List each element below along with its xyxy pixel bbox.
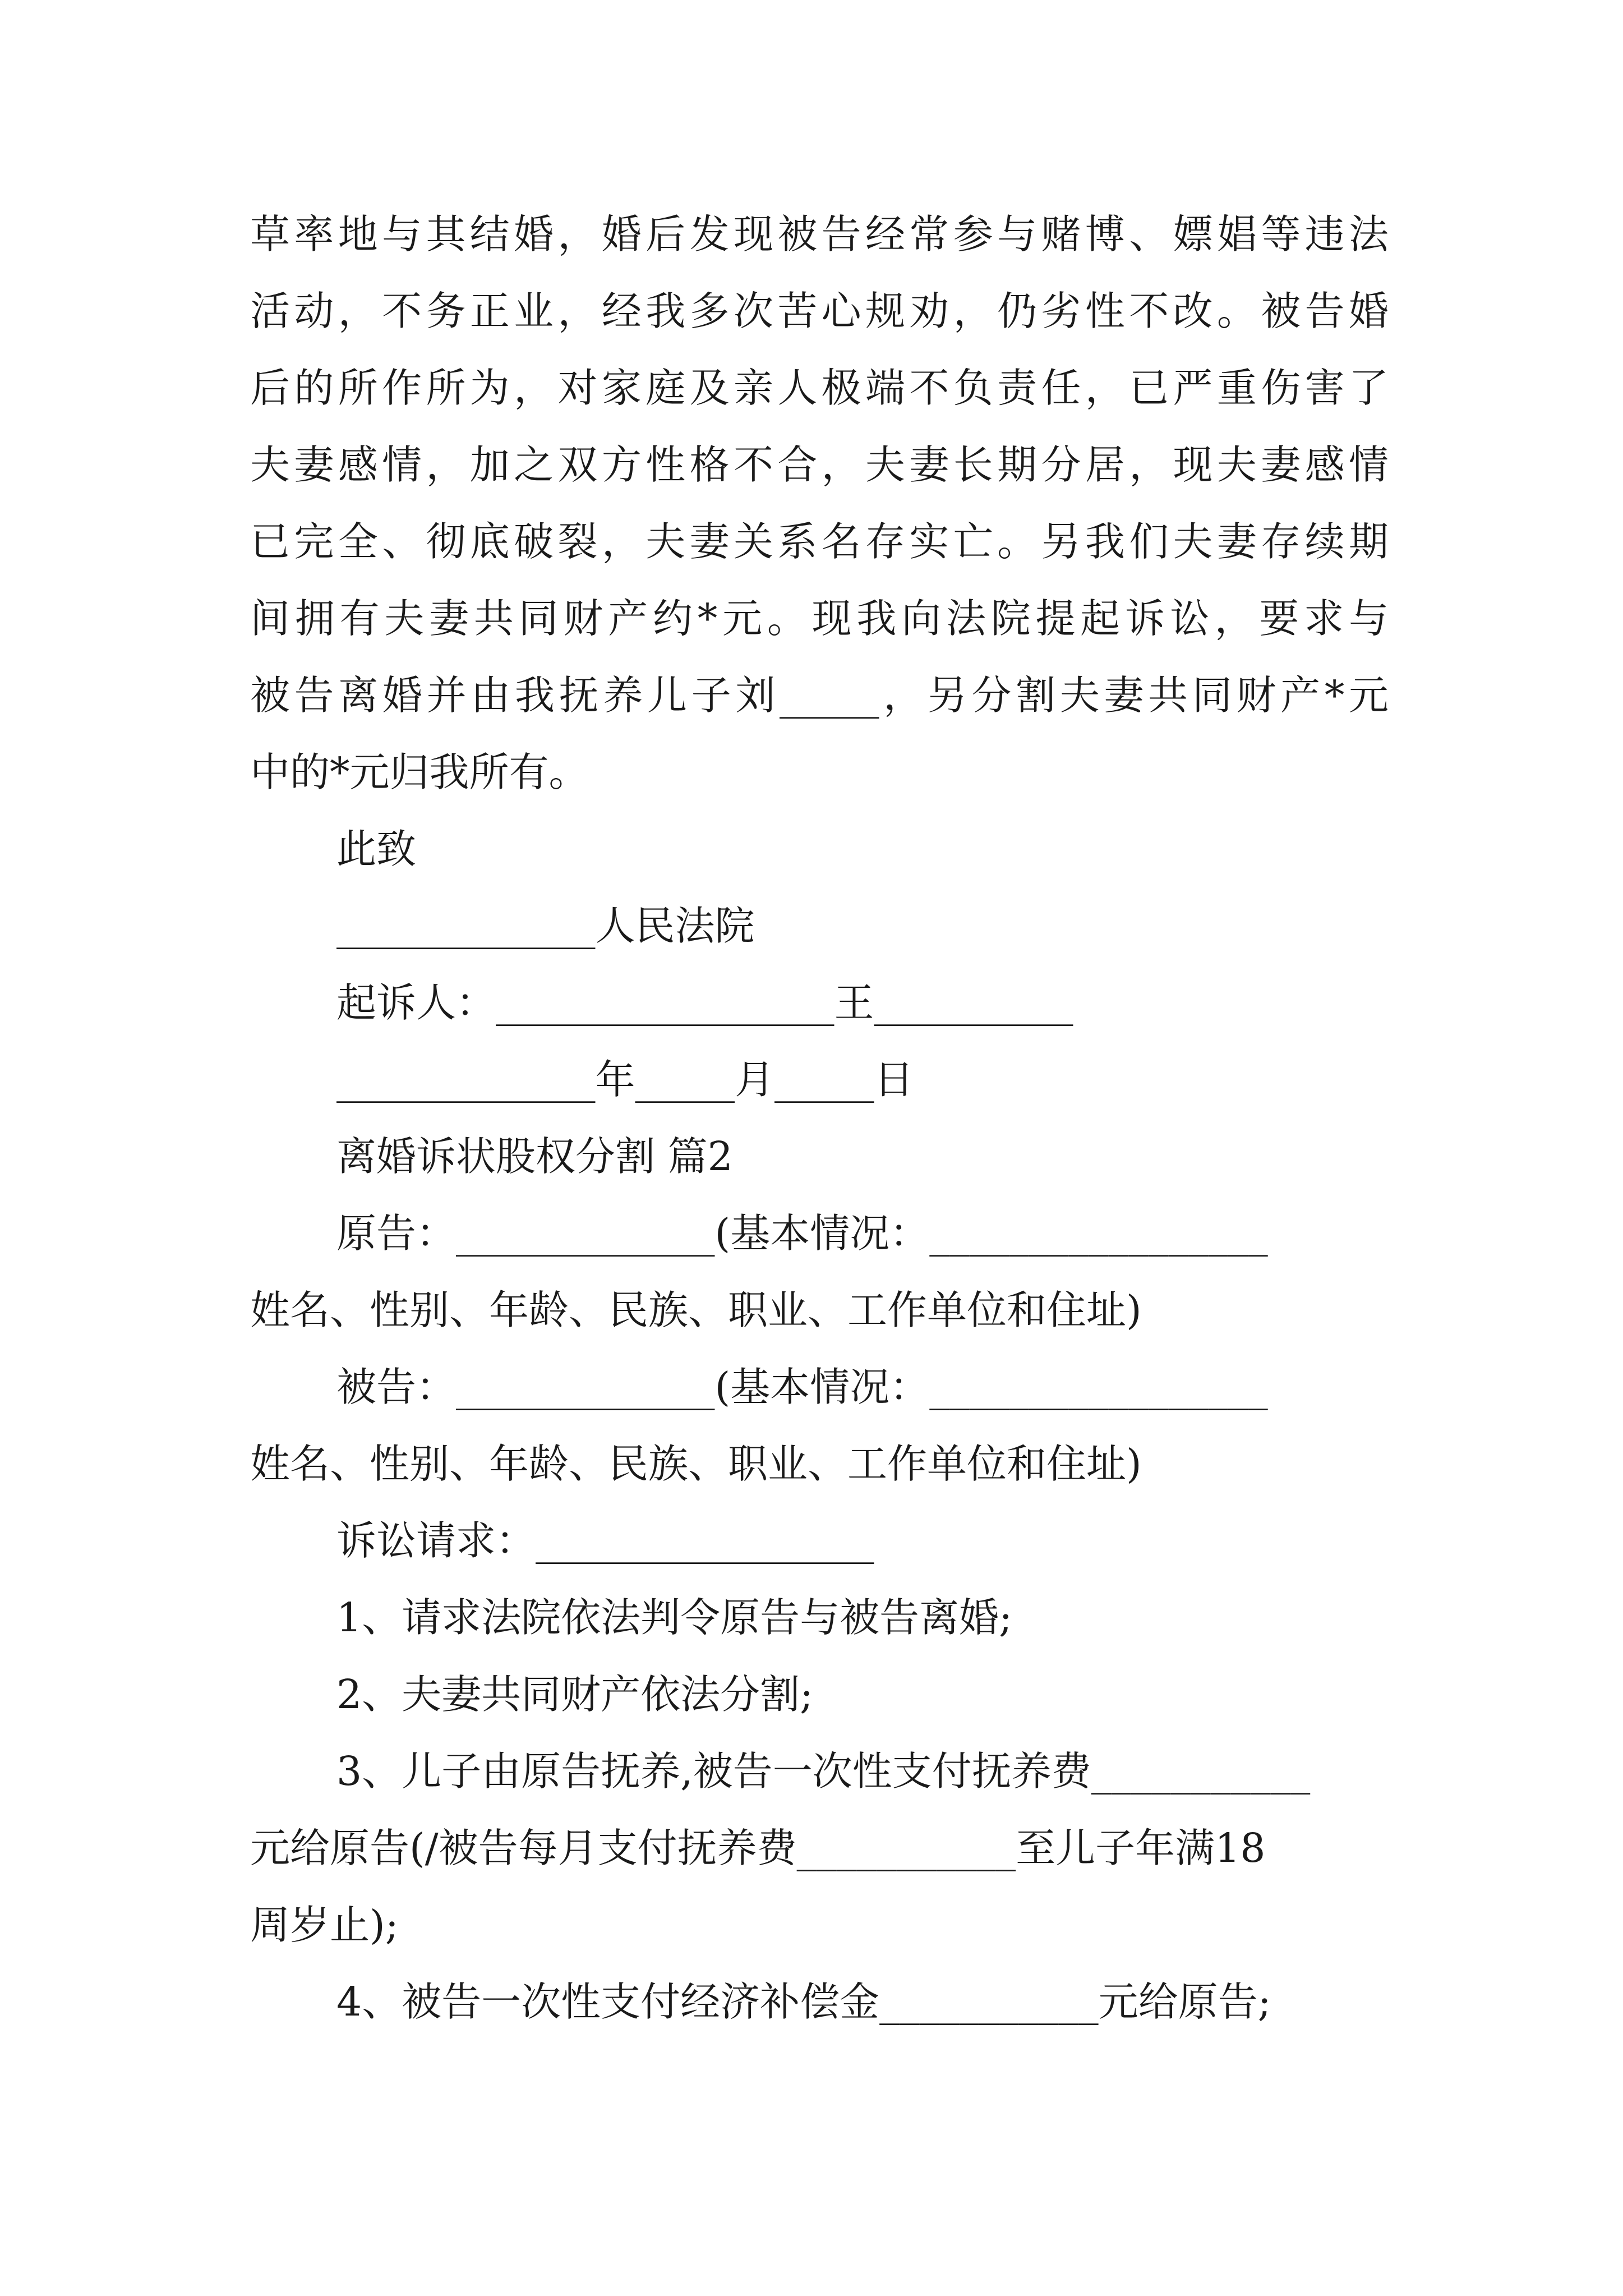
plaintiff-signature-line: 起诉人：_________________王__________ [336, 979, 1073, 1026]
date-line: _____________年_____月_____日 [336, 1056, 914, 1103]
defendant-line: 被告：_____________(基本情况：_________________ [336, 1364, 1268, 1410]
salutation: 此致 [336, 826, 417, 872]
paragraph-line-3: 后的所作所为，对家庭及亲人极端不负责任，已严重伤害了 [250, 365, 1389, 411]
plaintiff-details-line: 姓名、性别、年龄、民族、职业、工作单位和住址) [250, 1287, 1142, 1333]
claim-3-line-3: 周岁止); [250, 1902, 399, 1948]
paragraph-line-4: 夫妻感情，加之双方性格不合，夫妻长期分居，现夫妻感情 [250, 441, 1389, 488]
paragraph-line-5: 已完全、彻底破裂，夫妻关系名存实亡。另我们夫妻存续期 [250, 518, 1389, 565]
court-line: _____________人民法院 [336, 903, 755, 949]
paragraph-line-2: 活动，不务正业，经我多次苦心规劝，仍劣性不改。被告婚 [250, 288, 1389, 334]
paragraph-line-8: 中的*元归我所有。 [250, 749, 589, 795]
paragraph-line-7: 被告离婚并由我抚养儿子刘_____，另分割夫妻共同财产*元 [250, 672, 1389, 719]
claim-3-line-2: 元给原告(/被告每月支付抚养费___________至儿子年满18 [250, 1825, 1266, 1871]
claims-heading: 诉讼请求：_________________ [336, 1517, 874, 1564]
claim-1: 1、请求法院依法判令原告与被告离婚; [336, 1594, 1013, 1641]
paragraph-line-1: 草率地与其结婚，婚后发现被告经常参与赌博、嫖娼等违法 [250, 211, 1389, 257]
claim-2: 2、夫妻共同财产依法分割; [336, 1671, 814, 1718]
claim-4: 4、被告一次性支付经济补偿金___________元给原告; [336, 1978, 1271, 2025]
claim-3-line-1: 3、儿子由原告抚养,被告一次性支付抚养费___________ [336, 1748, 1311, 1795]
plaintiff-line: 原告：_____________(基本情况：_________________ [336, 1210, 1268, 1257]
section-heading: 离婚诉状股权分割 篇2 [336, 1133, 733, 1180]
defendant-details-line: 姓名、性别、年龄、民族、职业、工作单位和住址) [250, 1441, 1142, 1487]
paragraph-line-6: 间拥有夫妻共同财产约*元。现我向法院提起诉讼，要求与 [250, 595, 1389, 642]
